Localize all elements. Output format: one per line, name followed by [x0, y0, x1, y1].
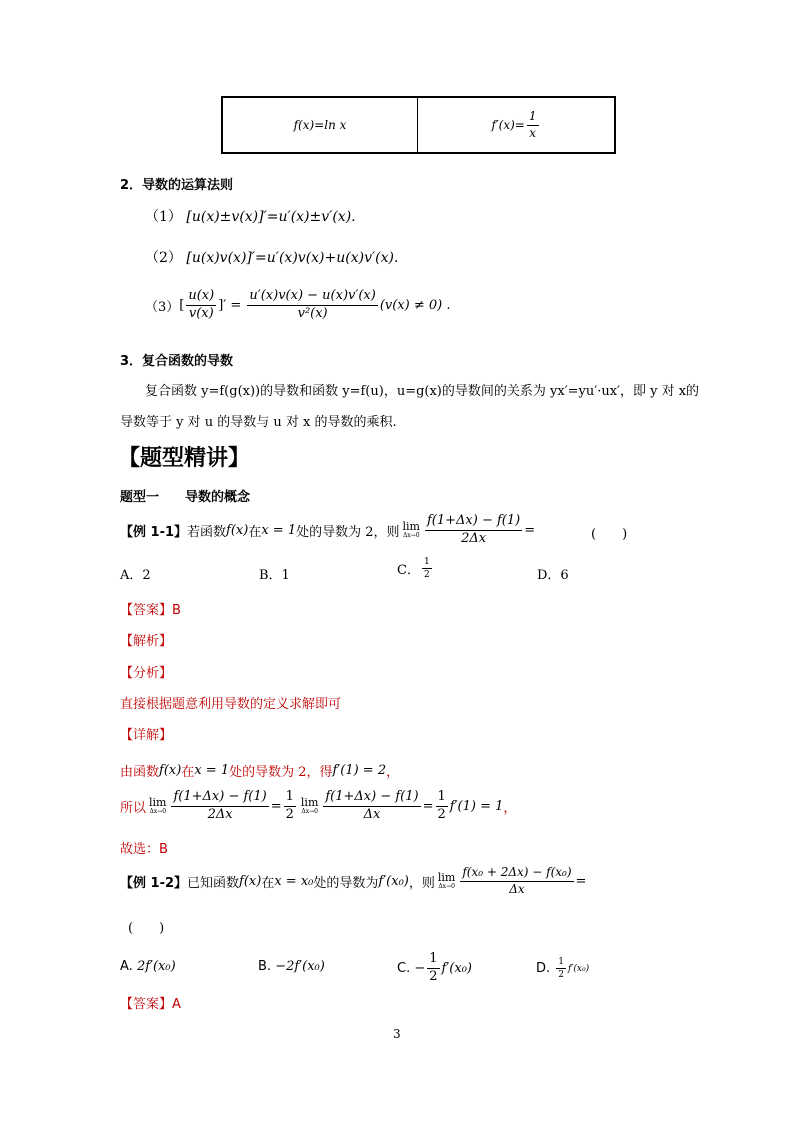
rule3-label: （3）	[145, 299, 180, 315]
detail-result: f′(1) = 2	[332, 763, 387, 778]
frac-num: 1	[556, 957, 566, 969]
rule2	[145, 247, 398, 267]
ex1-text: 在	[248, 524, 262, 540]
ex1-option-d: D．6	[537, 568, 569, 583]
ex1-stem	[120, 514, 535, 547]
ex2-limit	[438, 872, 455, 890]
ex1-answer: 【答案】B	[120, 603, 181, 618]
ex1-fenxi-text: 直接根据题意利用导数的定义求解即可	[120, 697, 342, 712]
detail-fraction-1	[171, 790, 268, 823]
detail-limit-2	[301, 797, 318, 815]
ex2-text: 已知函数	[187, 875, 240, 891]
option-value: f′(x₀)	[441, 960, 472, 976]
rule1-formula: [u(x)±v(x)]′=u′(x)±v′(x).	[186, 209, 356, 225]
ex2-bracket: ( )	[128, 921, 165, 936]
detail-fx: f(x)	[159, 763, 182, 778]
ex1-fenxi: 【分析】	[120, 666, 173, 681]
rule2-label: （2）	[145, 250, 182, 266]
detail-half-2	[436, 790, 448, 823]
frac-num: f(1+Δx) − f(1)	[425, 514, 522, 531]
frac-den: v²(x)	[297, 305, 328, 321]
ex2-fraction	[460, 866, 573, 897]
rule1-label: （1）	[145, 209, 182, 225]
lim-word: lim	[149, 796, 167, 810]
rule2-formula: [u(x)v(x)]′=u′(x)v(x)+u(x)v′(x).	[186, 250, 399, 266]
frac-den: Δx	[363, 806, 381, 822]
option-value: −2f′(x₀)	[275, 959, 325, 974]
option-value: f′(x₀)	[568, 963, 590, 974]
option-c-fraction	[422, 557, 432, 581]
ex1-xiangjie: 【详解】	[120, 728, 173, 743]
ex1-detail-line1	[120, 761, 399, 780]
detail-eq: =	[270, 798, 282, 814]
ex1-bracket: ( )	[591, 527, 628, 542]
frac-num: f(x₀ + 2Δx) − f(x₀)	[460, 866, 573, 882]
frac-num: f(1+Δx) − f(1)	[171, 790, 268, 807]
ex2-text: ，则	[408, 875, 435, 891]
ln-function: f(x)=ln x	[293, 118, 347, 132]
detail-limit-1	[149, 797, 166, 815]
ex2-label: 【例 1-2】	[120, 875, 188, 891]
ex1-jiexi: 【解析】	[120, 634, 173, 649]
frac-den: 2	[285, 806, 294, 822]
detail-text: ，	[503, 800, 517, 816]
rule1	[145, 206, 356, 226]
rule3-condition: (v(x) ≠ 0) .	[379, 297, 451, 313]
ex2-option-b	[258, 959, 325, 974]
detail-text: 由函数	[120, 765, 160, 780]
frac-den: v(x)	[188, 305, 214, 321]
frac-den: x	[529, 125, 537, 140]
section3-line1: 复合函数 y=f(g(x))的导数和函数 y=f(u)，u=g(x)的导数间的关系为 yx′=yu′·ux′，即 y 对 x的	[145, 384, 700, 399]
frac-den: 2Δx	[207, 806, 233, 822]
ex2-option-a	[120, 959, 176, 974]
ex2-fx: f(x)	[239, 873, 262, 889]
derivative-prefix: f′(x)=	[491, 118, 525, 132]
frac-den: 2Δx	[461, 530, 487, 546]
option-label: A.	[120, 959, 133, 974]
frac-num: 1	[422, 557, 432, 569]
derivative-table	[221, 96, 616, 154]
ex1-fraction	[425, 514, 522, 547]
table-cell-function	[223, 98, 417, 152]
ex1-x: x = 1	[261, 522, 297, 538]
option-label: B.	[258, 959, 272, 974]
ex1-option-c	[397, 557, 434, 581]
frac-den: 2	[437, 806, 446, 822]
ex2-eq: =	[575, 873, 587, 889]
ex2-option-c	[397, 952, 472, 985]
frac-num: 1	[284, 790, 296, 807]
ex2-x0: x = x₀	[274, 873, 314, 889]
detail-tail: f′(1) = 1	[449, 798, 504, 814]
section3-heading: 3．复合函数的导数	[120, 354, 234, 369]
section2-heading: 2．导数的运算法则	[120, 178, 234, 193]
frac-den: 2	[429, 968, 438, 984]
lim-word: lim	[402, 520, 420, 534]
ex1-text: 若函数	[187, 524, 227, 540]
option-label: C.	[397, 960, 411, 976]
frac-num: 1	[436, 790, 448, 807]
option-value: 2f′(x₀)	[136, 959, 176, 974]
detail-half	[284, 790, 296, 823]
ex2-stem	[120, 866, 586, 897]
option-label: D.	[536, 961, 551, 977]
ex1-fx: f(x)	[226, 522, 249, 538]
ex2-fpx0: f′(x₀)	[378, 873, 409, 889]
detail-text: ，	[386, 765, 400, 780]
table-cell-derivative	[418, 98, 614, 152]
frac-num: 1	[527, 110, 539, 126]
ex1-limit	[403, 521, 420, 539]
ex2-answer: 【答案】A	[120, 997, 181, 1012]
option-c-fraction	[427, 952, 439, 985]
lim-sub: Δx→0	[438, 883, 455, 891]
lim-sub: Δx→0	[149, 808, 167, 816]
frac-den: Δx	[509, 881, 525, 896]
option-minus: −	[414, 960, 426, 976]
ex1-choice: 故选：B	[120, 842, 168, 857]
page-number: 3	[393, 1027, 401, 1041]
big-title: 【题型精讲】	[118, 446, 251, 471]
detail-fraction-2	[323, 790, 420, 823]
ex1-option-b: B．1	[259, 568, 290, 583]
detail-eq: =	[422, 798, 434, 814]
frac-num: f(1+Δx) − f(1)	[323, 790, 420, 807]
lim-sub: Δx→0	[402, 532, 420, 540]
ex2-option-d	[536, 957, 589, 981]
ex1-label: 【例 1-1】	[120, 524, 188, 540]
frac-den: 2	[558, 970, 565, 981]
lim-word: lim	[437, 871, 456, 885]
one-over-x	[527, 110, 539, 141]
frac-num: 1	[427, 952, 439, 969]
frac-den: 2	[423, 570, 430, 581]
detail-text: 处的导数为 2，得	[229, 765, 333, 780]
detail-text: 在	[181, 765, 195, 780]
detail-text: 所以	[120, 800, 147, 816]
lim-sub: Δx→0	[301, 808, 318, 816]
ex1-detail-line2	[120, 790, 516, 823]
frac-num: u(x)	[186, 289, 216, 306]
lim-word: lim	[300, 796, 319, 810]
frac-num: u′(x)v(x) − u(x)v′(x)	[247, 289, 377, 306]
ex2-text: 处的导数为	[313, 875, 379, 891]
ex1-option-a: A．2	[120, 568, 151, 583]
option-d-fraction	[556, 957, 566, 981]
ex1-eq: =	[524, 522, 536, 538]
option-c-label: C．	[397, 563, 420, 579]
section3-line2: 导数等于 y 对 u 的导数与 u 对 x 的导数的乘积.	[120, 415, 397, 430]
rule3: （3） [ $\frac{u(x)}{v(x)}$ ]′ = $\frac{u'(x)v(x) - u(x)v'(x)}{\text{v²(x)}}$ (v(x) ≠ 0) .	[145, 288, 451, 321]
ex2-text: 在	[261, 875, 275, 891]
type1-heading: 题型一 导数的概念	[120, 490, 251, 505]
rule3-lhs-fraction	[186, 289, 216, 322]
detail-x: x = 1	[194, 763, 230, 778]
rule3-rhs-fraction	[247, 289, 377, 322]
ex1-text: 处的导数为 2，则	[296, 524, 400, 540]
